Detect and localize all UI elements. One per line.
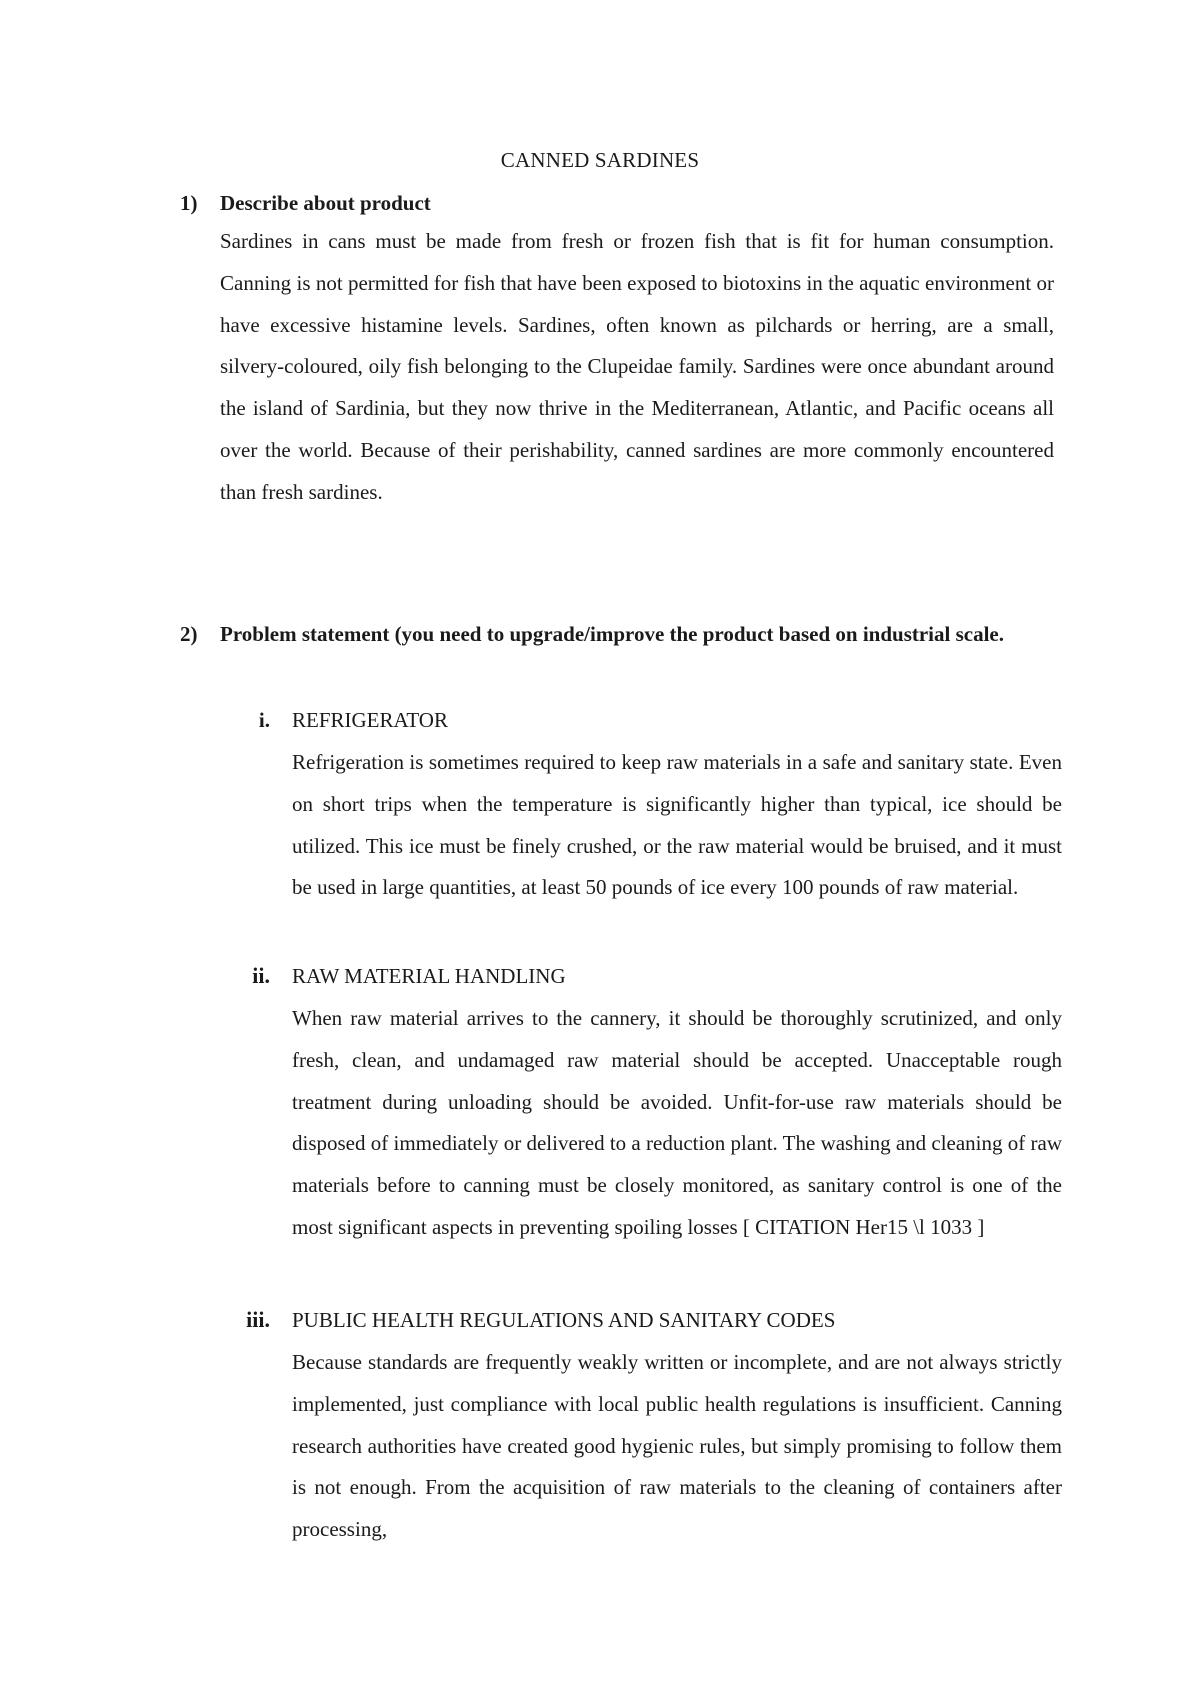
item-iii-number: iii. [246, 1307, 270, 1332]
item-i-number: i. [258, 708, 270, 732]
item-i-title: REFRIGERATOR [292, 708, 448, 732]
item-ii-number: ii. [252, 963, 270, 988]
section-2-heading-text: Problem statement (you need to upgrade/improve the product based on industrial scale. [220, 622, 1005, 646]
section-2-heading [180, 614, 1061, 655]
section-1-heading-text: Describe about product [220, 191, 431, 215]
section-1-body: Sardines in cans must be made from fresh or frozen fish that is fit for human consumption. Canning is not permitted for fish that have been exposed to biotoxins in the aquatic environment or have excessive histamine levels. Sardines, often known as pilchards or herring, are a small, silvery-coloured, oily fish belonging to the Clupeidae family. Sardines were once abundant around the island of Sardinia, but they now thrive in the Mediterranean, Atlantic, and Pacific oceans all over the world. Because of their perishability, canned sardines are more commonly encountered than fresh sardines. [220, 229, 1054, 504]
document-title: CANNED SARDINES [500, 148, 700, 172]
item-ii-title: RAW MATERIAL HANDLING [292, 964, 566, 988]
section-1-number: 1) [180, 191, 198, 215]
item-iii-body: Because standards are frequently weakly written or incomplete, and are not always strictly implemented, just compliance with local public health regulations is insufficient. Canning research authorities have created good hygienic rules, but simply promising to follow them is not enough. From the acquisition of raw materials to the cleaning of containers after processing, [292, 1350, 1062, 1542]
section-1-heading [180, 182, 1060, 224]
item-ii-body: When raw material arrives to the cannery, it should be thoroughly scrutinized, and only fresh, clean, and undamaged raw material should be accepted. Unacceptable rough treatment during unloading should be avoided. Unfit-for-use raw materials should be disposed of immediately or delivered to a reduction plant. The washing and cleaning of raw materials before to canning must be closely monitored, as sanitary control is one of the most significant aspects in preventing spoiling losses [ CITATION Her15 \l 1033 ] [292, 1006, 1062, 1239]
item-i-body: Refrigeration is sometimes required to keep raw materials in a safe and sanitary state. Even on short trips when the temperature is significantly higher than typical, ice should be utilized. This ice must be finely crushed, or the raw material would be bruised, and it must be used in large quantities, at least 50 pounds of ice every 100 pounds of raw material. [292, 750, 1062, 900]
item-iii-title: PUBLIC HEALTH REGULATIONS AND SANITARY CODES [292, 1308, 836, 1332]
section-2-number: 2) [180, 622, 198, 646]
